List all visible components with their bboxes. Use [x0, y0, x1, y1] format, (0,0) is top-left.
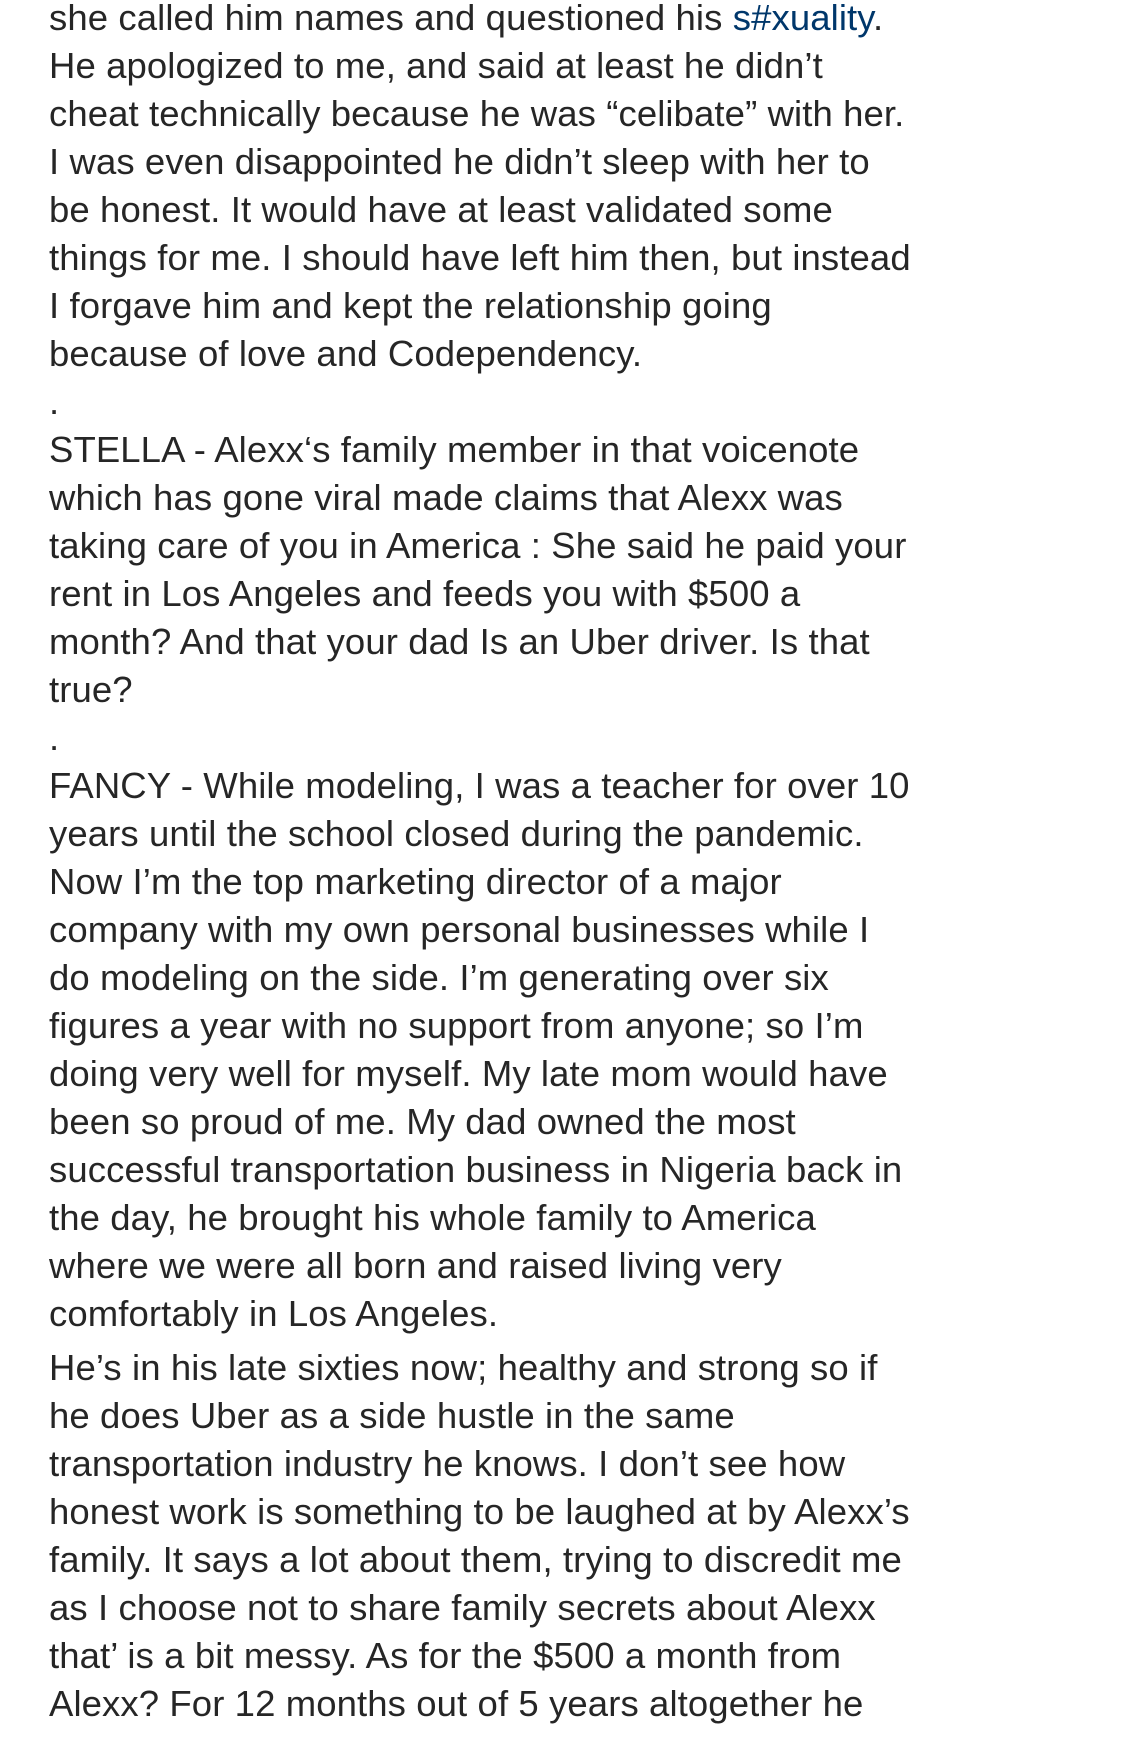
- caption-line: I was even disappointed he didn’t sleep with her to: [49, 141, 870, 182]
- caption-line: taking care of you in America : She said he paid your: [49, 525, 907, 566]
- caption-line: [49, 0, 1085, 42]
- caption-line: honest work is something to be laughed at by Alexx’s: [49, 1491, 910, 1532]
- caption-line: STELLA - Alexx‘s family member in that voicenote: [49, 429, 860, 470]
- caption-paragraph-4: [49, 1344, 1085, 1728]
- caption-separator: .: [49, 717, 60, 758]
- caption-line: do modeling on the side. I’m generating over six: [49, 957, 829, 998]
- caption-line: figures a year with no support from anyone; so I’m: [49, 1005, 864, 1046]
- caption-line: doing very well for myself. My late mom would have: [49, 1053, 888, 1094]
- caption-line: been so proud of me. My dad owned the most: [49, 1101, 796, 1142]
- caption-line: he does Uber as a side hustle in the same: [49, 1395, 735, 1436]
- caption-paragraph-2: [49, 426, 1085, 714]
- caption-line: things for me. I should have left him then, but instead: [49, 237, 911, 278]
- caption-line: rent in Los Angeles and feeds you with $500 a: [49, 573, 801, 614]
- caption-line: as I choose not to share family secrets about Alexx: [49, 1587, 876, 1628]
- caption-text: she called him names and questioned his: [49, 0, 733, 38]
- caption-line: month? And that your dad Is an Uber driver. Is that: [49, 621, 870, 662]
- caption-line: cheat technically because he was “celibate” with her.: [49, 93, 905, 134]
- caption-paragraph-1: [49, 0, 1085, 378]
- caption-line: that’ is a bit messy. As for the $500 a month from: [49, 1635, 842, 1676]
- caption-line: true?: [49, 669, 133, 710]
- caption-text: .: [872, 0, 884, 38]
- caption-line: where we were all born and raised living very: [49, 1245, 782, 1286]
- hashtag-link[interactable]: s#xuality: [732, 0, 873, 38]
- caption-line: years until the school closed during the pandemic.: [49, 813, 864, 854]
- caption-separator: .: [49, 381, 60, 422]
- caption-line: the day, he brought his whole family to America: [49, 1197, 816, 1238]
- caption-line: company with my own personal businesses while I: [49, 909, 870, 950]
- caption-line: because of love and Codependency.: [49, 333, 643, 374]
- caption-line: which has gone viral made claims that Alexx was: [49, 477, 843, 518]
- caption-line: Alexx? For 12 months out of 5 years altogether he: [49, 1683, 864, 1724]
- caption-line: family. It says a lot about them, trying to discredit me: [49, 1539, 902, 1580]
- caption-line: He apologized to me, and said at least he didn’t: [49, 45, 823, 86]
- caption-line: successful transportation business in Nigeria back in: [49, 1149, 903, 1190]
- caption-line: comfortably in Los Angeles.: [49, 1293, 499, 1334]
- caption-line: FANCY - While modeling, I was a teacher for over 10: [49, 765, 910, 806]
- caption-line: transportation industry he knows. I don’t see how: [49, 1443, 846, 1484]
- caption-line: be honest. It would have at least validated some: [49, 189, 833, 230]
- caption-line: I forgave him and kept the relationship going: [49, 285, 772, 326]
- caption-paragraph-3: [49, 762, 1085, 1338]
- caption-line: He’s in his late sixties now; healthy and strong so if: [49, 1347, 878, 1388]
- caption-line: Now I’m the top marketing director of a major: [49, 861, 782, 902]
